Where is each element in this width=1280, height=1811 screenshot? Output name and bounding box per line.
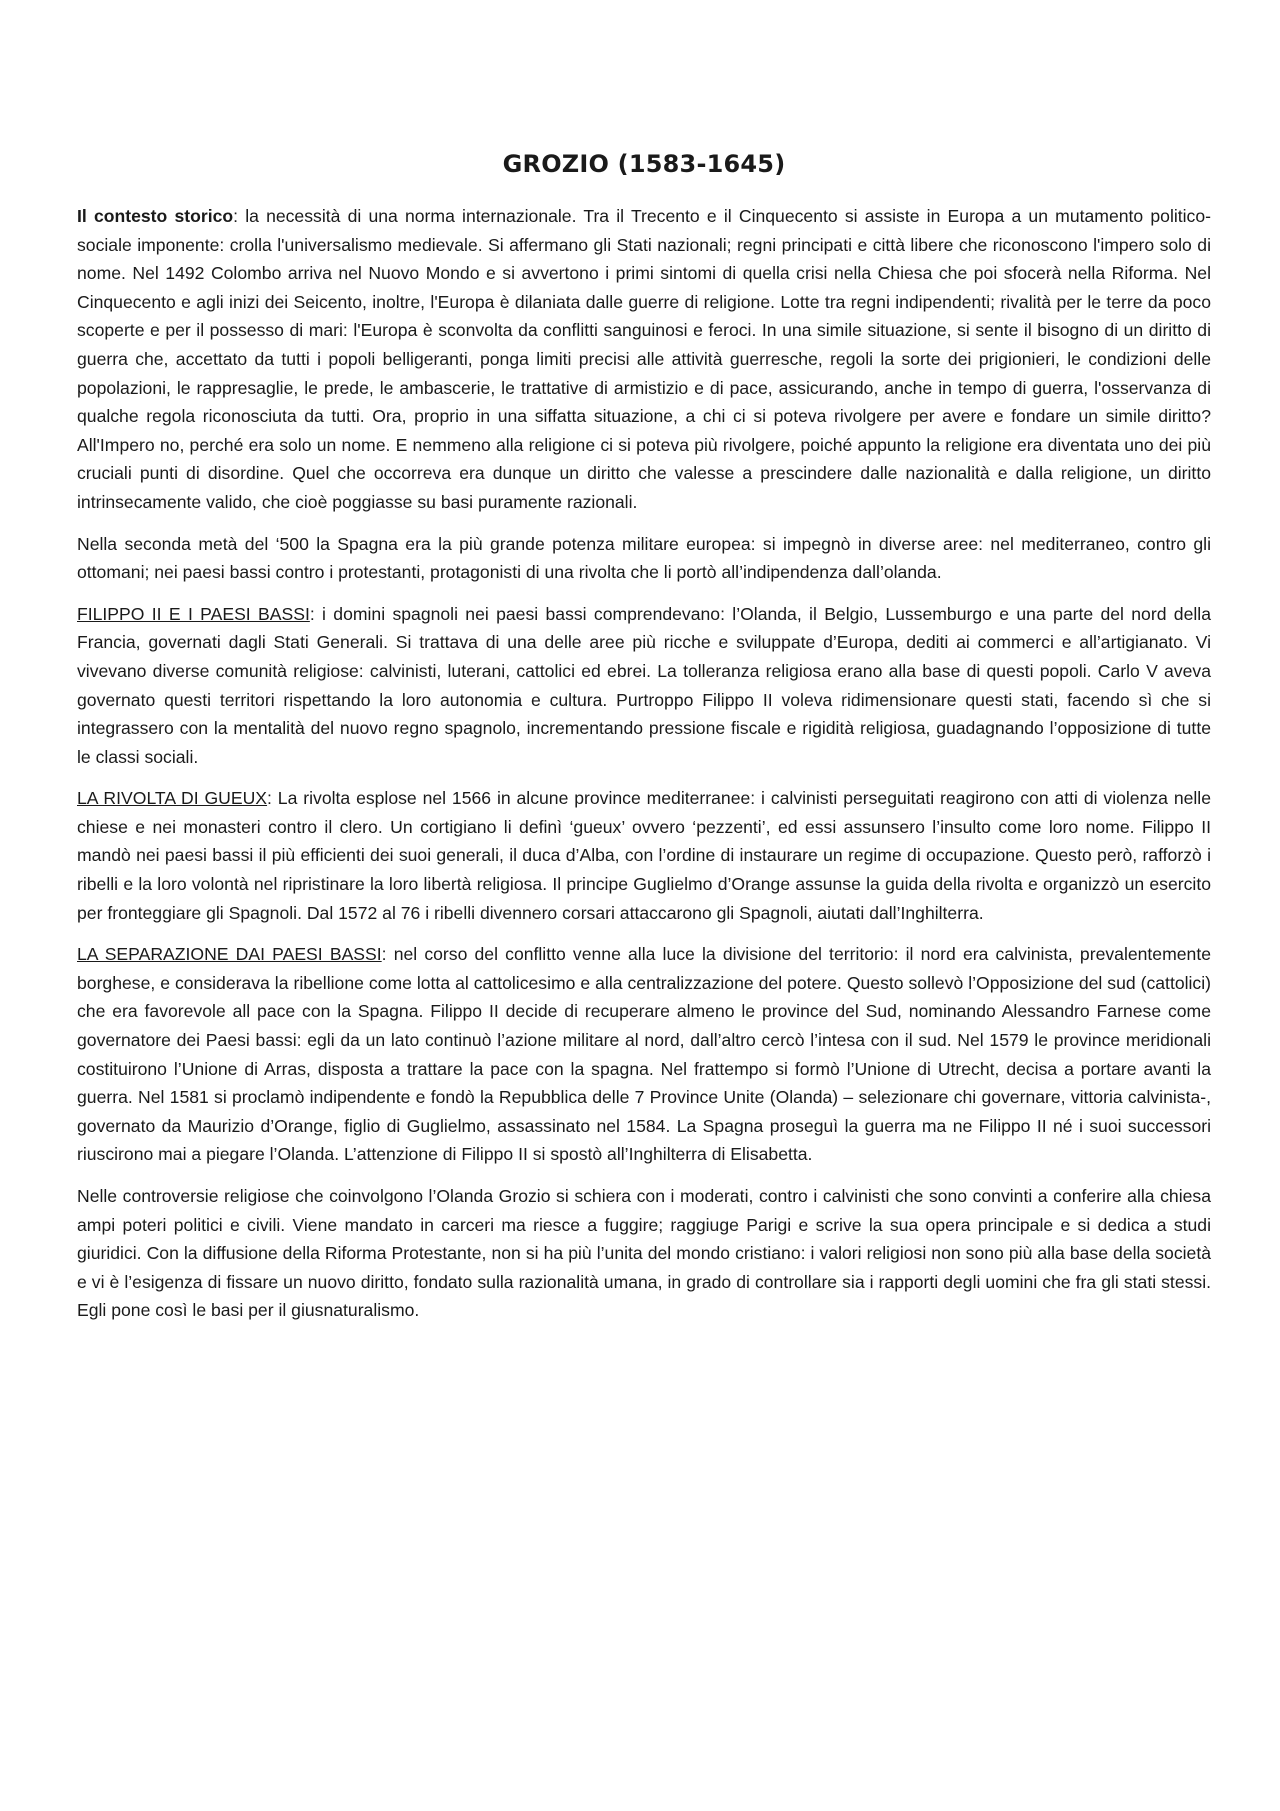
paragraph-text: : la necessità di una norma internazionale. Tra il Trecento e il Cinquecento si assiste in Europa a un mutamento politico-sociale imponente: crolla l'universalismo medievale. Si affermano gli Stati nazionali; regni principati e città libere che riconoscono l'impero solo di nome. Nel 1492 Colombo arriva nel Nuovo Mondo e si avvertono i primi sintomi di quella crisi nella Chiesa che poi sfocerà nella Riforma. Nel Cinquecento e agli inizi dei Seicento, inoltre, l'Europa è dilaniata dalle guerre di religione. Lotte tra regni indipendenti; rivalità per le terre da poco scoperte e per il possesso di mari: l'Europa è sconvolta da conflitti sanguinosi e feroci. In una simile situazione, si sente il bisogno di un diritto di guerra che, accettato da tutti i popoli belligeranti, ponga limiti precisi alle attività guerresche, regoli la sorte dei prigionieri, le condizioni delle popolazioni, le rappresaglie, le prede, le ambascerie, le trattative di armistizio e di pace, assicurando, anche in tempo di guerra, l'osservanza di qualche regola riconosciuta da tutti. Ora, proprio in una siffatta situazione, a chi ci si poteva rivolgere per avere e fondare un simile diritto? All'Impero no, perché era solo un nome. E nemmeno alla religione ci si poteva più rivolgere, poiché appunto la religione era diventata uno dei più cruciali punti di disordine. Quel che occorreva era dunque un diritto che valesse a prescindere dalle nazionalità e dalla religione, un diritto intrinsecamente valido, che cioè poggiasse su basi puramente razionali.: [77, 206, 1212, 512]
paragraph-filippo-ii: [77, 600, 1211, 772]
paragraph-text: Nelle controversie religiose che coinvolgono l’Olanda Grozio si schiera con i moderati, contro i calvinisti che sono convinti a conferire alla chiesa ampi poteri politici e civili. Viene mandato in carceri ma riesce a fuggire; raggiuge Parigi e scrive la sua opera principale e si dedica a studi giuridici. Con la diffusione della Riforma Protestante, non si ha più l’unita del mondo cristiano: i valori religiosi non sono più alla base della società e vi è l’esigenza di fissare un nuovo diritto, fondato sulla razionalità umana, in grado di controllare sia i rapporti degli uomini che fra gli stati stessi. Egli pone così le basi per il giusnaturalismo.: [77, 1186, 1211, 1321]
section-heading: LA RIVOLTA DI GUEUX: [77, 788, 268, 809]
paragraph-text: : nel corso del conflitto venne alla luce la divisione del territorio: il nord era calvinista, prevalentemente borghese, e considerava la ribellione come lotta al cattolicesimo e alla centralizzazione del potere. Questo sollevò l’Opposizione del sud (cattolici) che era favorevole all pace con la Spagna. Filippo II decide di recuperare almeno le province del Sud, nominando Alessandro Farnese come governatore dei Paesi bassi: egli da un lato continuò l’azione militare al nord, dall’altro cercò l’intesa con il sud. Nel 1579 le province meridionali costituirono l’Unione di Arras, disposta a trattare la pace con la spagna. Nel frattempo si formò l’Unione di Utrecht, decisa a portare avanti la guerra. Nel 1581 si proclamò indipendente e fondò la Repubblica delle 7 Province Unite (Olanda) – selezionare chi governare, vittoria calvinista-, governato da Maurizio d’Orange, figlio di Guglielmo, assassinato nel 1584. La Spagna proseguì la guerra ma ne Filippo II né i suoi successori riuscirono mai a piegare l’Olanda. L’attenzione di Filippo II si spostò all’Inghilterra di Elisabetta.: [77, 944, 1211, 1165]
page-title: GROZIO (1583-1645): [502, 150, 786, 178]
section-heading: LA SEPARAZIONE DAI PAESI BASSI: [77, 944, 382, 965]
paragraph-lead: Il contesto storico: [77, 206, 234, 226]
document-page: [77, 150, 1211, 1338]
paragraph-grozio: [77, 1182, 1211, 1325]
paragraph-separazione: [77, 940, 1211, 1169]
paragraph-contesto-storico: [77, 202, 1211, 517]
paragraph-text: : i domini spagnoli nei paesi bassi comprendevano: l’Olanda, il Belgio, Lussemburgo e una parte del nord della Francia, governati dagli Stati Generali. Si trattava di una delle aree più ricche e sviluppate d’Europa, dediti ai commerci e all’artigianato. Vi vivevano diverse comunità religiose: calvinisti, luterani, cattolici ed ebrei. La tolleranza religiosa erano alla base di questi popoli. Carlo V aveva governato questi territori rispettando la loro autonomia e cultura. Purtroppo Filippo II voleva ridimensionare questi stati, facendo sì che si integrassero con la mentalità del nuovo regno spagnolo, incrementando pressione fiscale e rigidità religiosa, guadagnando l’opposizione di tutte le classi sociali.: [77, 603, 1211, 767]
paragraph-text: : La rivolta esplose nel 1566 in alcune province mediterranee: i calvinisti perseguitati reagirono con atti di violenza nelle chiese e nei monasteri contro il clero. Un cortigiano li definì ‘gueux’ ovvero ‘pezzenti’, ed essi assunsero l’insulto come loro nome. Filippo II mandò nei paesi bassi il più efficienti dei suoi generali, il duca d’Alba, con l’ordine di instaurare un regime di occupazione. Questo però, rafforzò i ribelli e la loro volontà nel ripristinare la loro libertà religiosa. Il principe Guglielmo d’Orange assunse la guida della rivolta e organizzò un esercito per fronteggiare gli Spagnoli. Dal 1572 al 76 i ribelli divennero corsari attaccarono gli Spagnoli, aiutati dall’Inghilterra.: [77, 788, 1211, 923]
paragraph-spagna: [77, 530, 1211, 587]
section-heading: FILIPPO II E I PAESI BASSI: [77, 603, 310, 624]
paragraph-text: Nella seconda metà del ‘500 la Spagna era la più grande potenza militare europea: si impegnò in diverse aree: nel mediterraneo, contro gli ottomani; nei paesi bassi contro i protestanti, protagonisti di una rivolta che li portò all’indipendenza dall’olanda.: [77, 533, 1211, 583]
paragraph-rivolta-gueux: [77, 784, 1211, 927]
